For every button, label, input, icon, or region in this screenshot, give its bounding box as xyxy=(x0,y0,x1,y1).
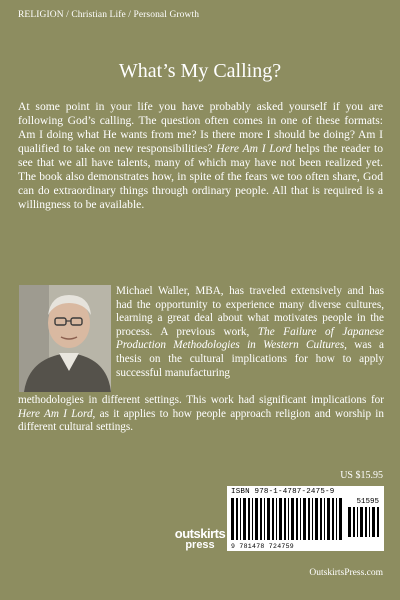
barcode-bar xyxy=(300,498,301,540)
author-portrait-image xyxy=(19,285,111,392)
barcode-bar xyxy=(267,498,270,540)
author-bio-continued xyxy=(18,394,384,435)
barcode-bar xyxy=(365,507,367,537)
barcode-bar xyxy=(296,498,298,540)
isbn-number: ISBN 978-1-4787-2475-9 xyxy=(231,488,335,496)
bio-previous-work: The Failure of Japanese Production Methodologies in Western Cultures, xyxy=(116,325,384,352)
bio-text-1: Michael Waller, MBA, has traveled extensively and has had the opportunity to experience many diverse cultures, learning a great deal about what motivates people in the process. A previous work, xyxy=(116,285,384,338)
author-bio xyxy=(116,285,384,380)
barcode-bar xyxy=(240,498,241,540)
barcode-bar xyxy=(348,507,351,537)
barcode-bar xyxy=(276,498,277,540)
description-book-title: Here Am I Lord xyxy=(216,142,292,155)
barcode-bar xyxy=(264,498,265,540)
bio-book-title: Here Am I Lord xyxy=(18,407,93,420)
book-tagline-title: What’s My Calling? xyxy=(118,60,282,82)
barcode-bar xyxy=(255,498,258,540)
barcode-bar xyxy=(324,498,325,540)
barcode-bar xyxy=(284,498,286,540)
barcode-bar xyxy=(279,498,282,540)
price-barcode-bars xyxy=(348,507,380,543)
publisher-name-line1: outskirts xyxy=(174,526,226,541)
publisher-name-line2: press xyxy=(185,539,215,551)
barcode-bar xyxy=(377,507,379,537)
bio-text-4: , as it applies to how people approach religion and worship in different cultural settings. xyxy=(18,407,385,434)
barcode-bar xyxy=(303,498,306,540)
barcode-bar xyxy=(336,498,337,540)
description-text-1: At some point in your life you have probably asked yourself if you are following God’s calling. The question often comes in one of these formats: Am I doing what He wants from me? Is there more I should be doing? Am I qualified to take on new responsibilities? xyxy=(18,100,383,155)
barcode-bar xyxy=(357,507,358,537)
barcode-digits: 9 781478 724759 xyxy=(231,543,295,550)
barcode-bar xyxy=(260,498,262,540)
barcode-bar xyxy=(272,498,274,540)
barcode-bar xyxy=(248,498,250,540)
barcode-bar xyxy=(291,498,294,540)
price-label: US $15.95 xyxy=(340,470,383,481)
barcode-bar xyxy=(332,498,334,540)
barcode-bar xyxy=(231,498,234,540)
barcode-bar xyxy=(288,498,289,540)
barcode-bar xyxy=(243,498,246,540)
bio-text-3: methodologies in different settings. This work had significant implications for xyxy=(18,394,384,406)
barcode-bar xyxy=(315,498,318,540)
book-description xyxy=(18,100,383,212)
barcode-bar xyxy=(369,507,370,537)
publisher-logo xyxy=(170,528,230,551)
barcode-bar xyxy=(308,498,310,540)
author-photo xyxy=(19,285,111,392)
description-text-2: helps the reader to see that we all have talents, many of which may have not been realized yet. The book also demonstrates how, in spite of the fears we too often share, God can do extraordinary things through ordinary people. All that is required is a willingness to be available. xyxy=(18,142,384,211)
publisher-website: OutskirtsPress.com xyxy=(309,568,383,578)
barcode-bar xyxy=(339,498,342,540)
barcode-bar xyxy=(236,498,238,540)
barcode-bar xyxy=(327,498,330,540)
barcode-price-code: 51595 xyxy=(356,498,379,506)
barcode-bar xyxy=(320,498,322,540)
category-label: RELIGION / Christian Life / Personal Growth xyxy=(18,10,200,20)
bio-text-2: was a thesis on the cultural implications for how to apply successful manufacturing xyxy=(116,339,384,379)
barcode-bars xyxy=(231,498,343,540)
barcode-bar xyxy=(312,498,313,540)
barcode-bar xyxy=(252,498,253,540)
barcode-bar xyxy=(360,507,363,537)
isbn-barcode xyxy=(227,486,384,551)
barcode-bar xyxy=(353,507,355,537)
barcode-bar xyxy=(372,507,375,537)
